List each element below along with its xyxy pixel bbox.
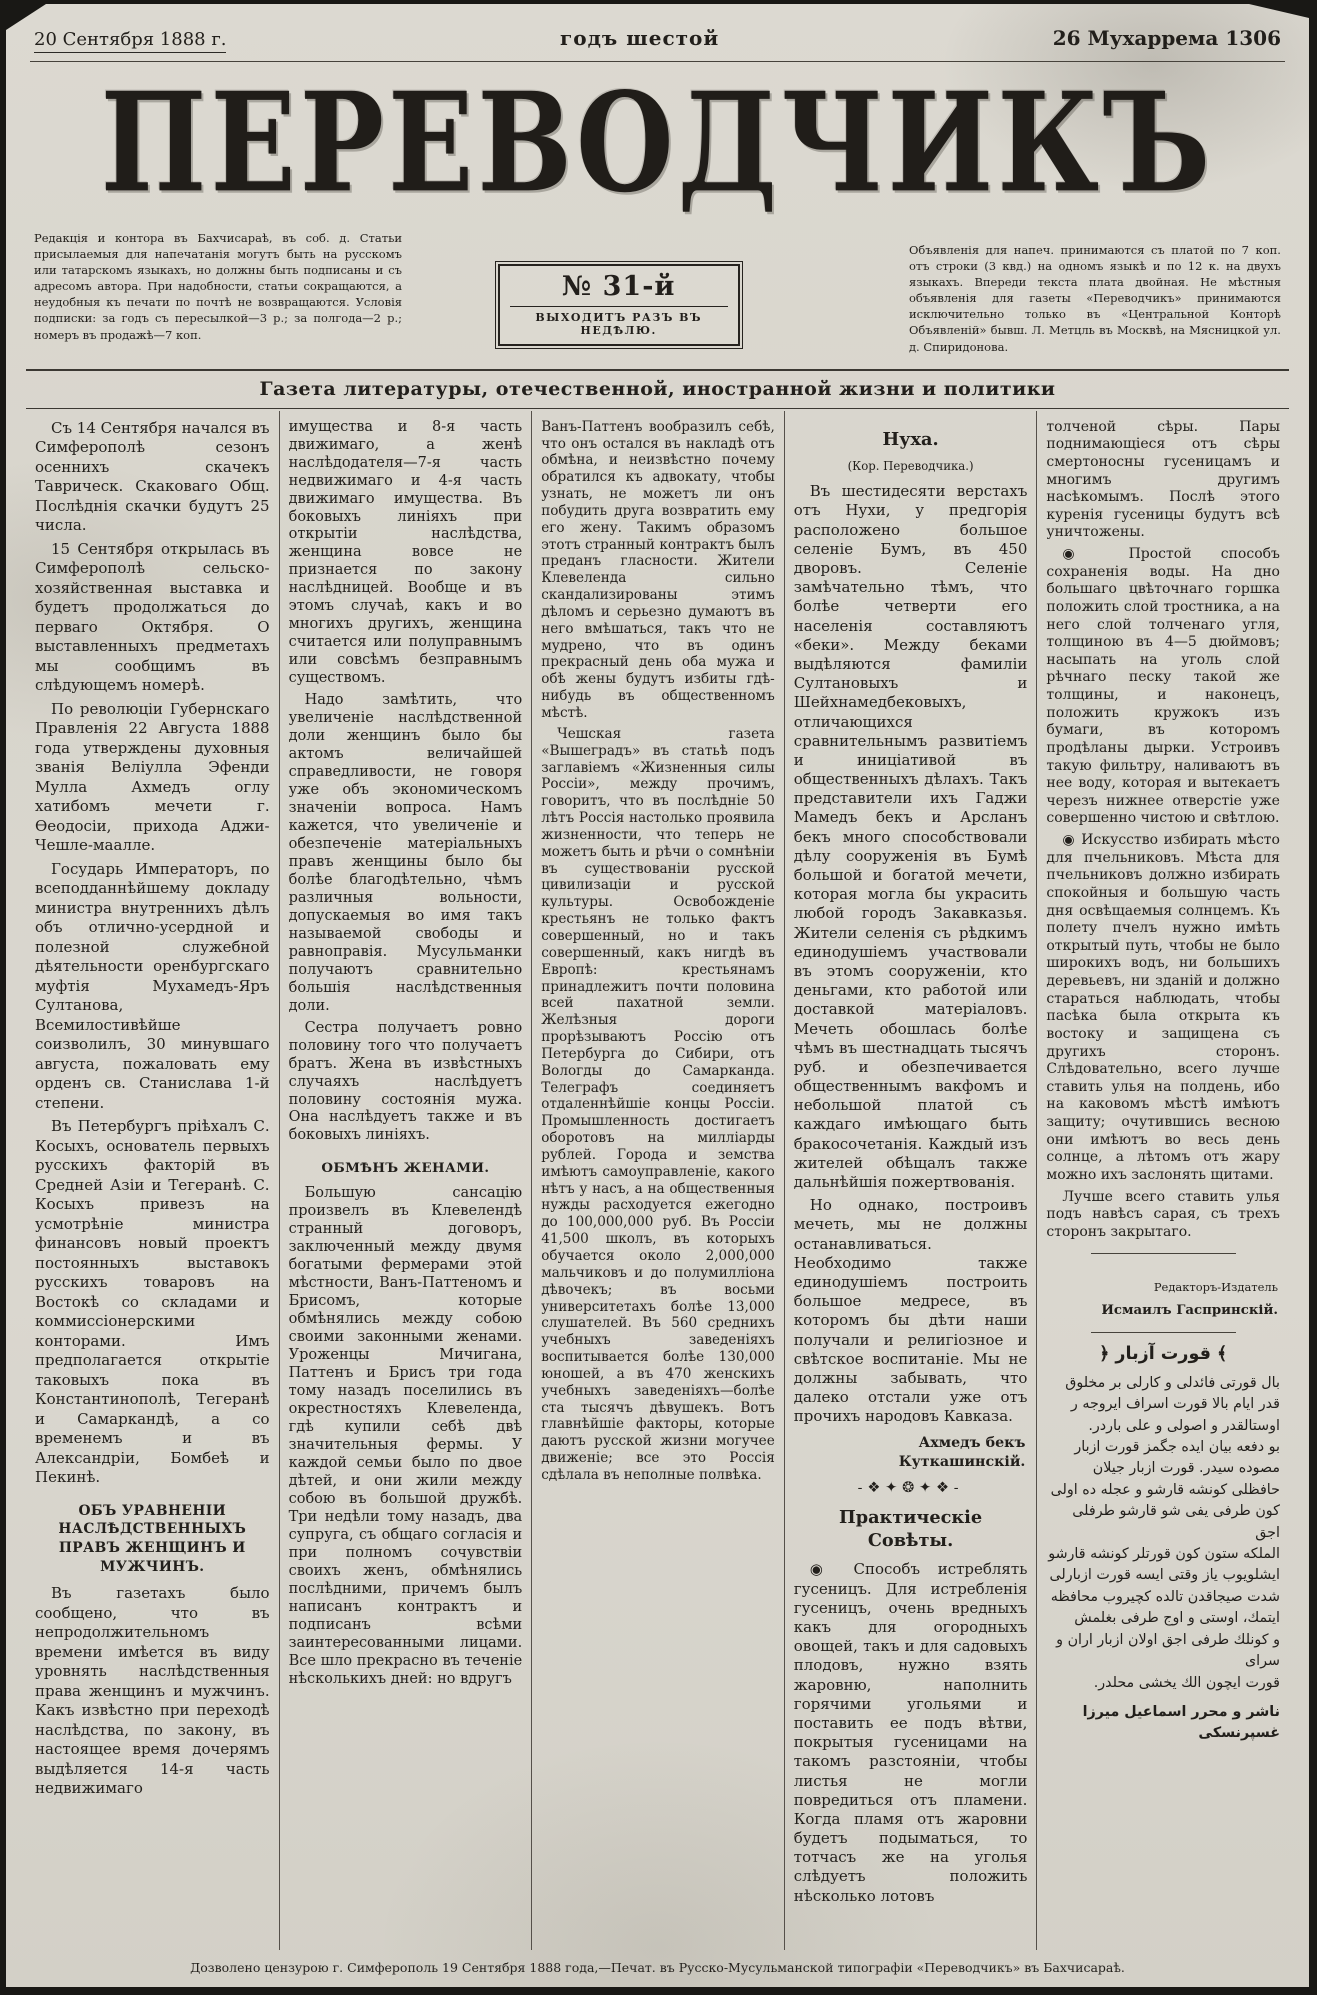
header-rule (30, 61, 1285, 62)
signature-label: Редакторъ-Издатель (1153, 1280, 1278, 1295)
arabic-line: اوستالقدر و اصولى و على باردر. (1088, 1417, 1280, 1434)
column-3 (531, 411, 784, 1950)
paragraph-continuation: имущества и 8-я часть движимаго, а женѣ наслѣдодателя—7-я часть недвижимаго и 4-я часть движимаго имущества. Въ боковыхъ линіяхъ при открытіи наслѣдства, женщина вовсе не признается по закону наслѣдницей. Вообще и въ этомъ случаѣ, какъ и во многихъ другихъ, женщина считается или полуправнымъ или совсѣмъ безправнымъ существомъ. (288, 418, 523, 687)
arabic-line: مصوده سيدر. قورت ازبار جيلان (1092, 1460, 1280, 1477)
paragraph: 15 Сентября открылась въ Симферополѣ сельско-хозяйственная выставка и будетъ продолжаться до перваго Октября. О выставленныхъ предметахъ мы сообщимъ въ слѣдующемъ номерѣ. (35, 539, 270, 695)
signature: Исмаилъ Гаспринскій. (1101, 1302, 1278, 1318)
masthead-info-row (26, 230, 1289, 355)
paragraph: Государь Императоръ, по всеподданнѣйшему докладу министра внутреннихъ дѣлъ объ отлично-усердной и полезной служебной дѣятельности оренбургскаго муфтія Мухамедъ-Яръ Султанова, Всемилостивѣйше соизволилъ, 30 минувшаго августа, пожаловать ему орденъ св. Станислава 1-й степени. (35, 859, 270, 1112)
issue-frequency: ВЫХОДИТЪ РАЗЪ ВЪ НЕДѢЛЮ. (535, 311, 702, 337)
issue-number: № 31-й (510, 271, 728, 307)
gregorian-date: 20 Сентября 1888 г. (34, 29, 226, 53)
issue-number-box (498, 264, 740, 346)
dateline-row (26, 22, 1289, 55)
arabic-line: شدت صيجاقدن تالده كچيروب محافظه (1050, 1588, 1280, 1605)
paragraph: Съ 14 Сентября начался въ Симферополѣ сезонъ осеннихъ скачекъ Таврическ. Скаковаго Общ. Послѣднія скачки будутъ 25 числа. (35, 418, 270, 535)
arabic-line: قدر ايام بالا قورت اسراف ايروجه ر (1070, 1396, 1280, 1413)
newspaper-title: ПЕРЕВОДЧИКЪ (100, 63, 1215, 224)
scan-corner-top-right (1249, 4, 1309, 18)
column-1 (26, 411, 279, 1950)
newspaper-subtitle: Газета литературы, отечественной, иностранной жизни и политики (26, 369, 1289, 409)
column-4 (784, 411, 1037, 1950)
article-heading: ОБМѢНЪ ЖЕНАМИ. (321, 1160, 490, 1177)
newspaper-page (6, 4, 1309, 1987)
paragraph: ◉ Простой способъ сохраненія воды. На дно большаго цвѣточнаго горшка положить слой тростника, а на него слой толченаго угля, толщиною въ 4—5 дюймовъ; насыпать на уголь слой рѣчнаго песку такой же толщины, и наконецъ, положить кружокъ изъ бумаги, въ которомъ продѣланы дырки. Устроивъ такую фильтру, наливаютъ въ нее воду, которая и вытекаетъ черезъ нижнее отверстіе уже совершенно чистою и свѣтлою. (1046, 546, 1280, 827)
hijri-date: 26 Мухаррема 1306 (1052, 26, 1281, 50)
arabic-line: الملكه ستون كون قورتلر كونشه قارشو (1048, 1546, 1280, 1563)
horizontal-rule (1091, 1253, 1236, 1254)
censorship-imprint: Дозволено цензурою г. Симферополь 19 Сентября 1888 года,—Печат. въ Русско-Мусульманской типографіи «Переводчикъ» въ Бахчисараѣ. (190, 1960, 1125, 1975)
editorial-office-notice: Редакція и контора въ Бахчисараѣ, въ соб. д. Статьи присылаемыя для напечатанія могутъ быть на русскомъ или татарскомъ языкахъ, но должны быть подписаны и съ адресомъ автора. При надобности, статьи сокращаются, а неудобныя къ печати по почтѣ не возвращаются. Условія подписки: за годъ съ пересылкой—3 р.; за полгода—2 р.; номеръ въ продажѣ—7 коп. (34, 231, 402, 342)
arabic-line: قورت ايچون الك يخشى محلدر. (1093, 1674, 1280, 1691)
ornament-divider: -❖✦❂✦❖- (857, 1479, 964, 1496)
paragraph: Лучше всего ставить улья подъ навѣсъ сарая, съ трехъ сторонъ закрытаго. (1046, 1188, 1280, 1240)
paragraph-continuation: Ванъ-Паттенъ вообразилъ себѣ, что онъ остался въ накладѣ отъ обмѣна, и неизвѣстно почему обратился къ адвокату, чтобы узнать, не можетъ ли онъ побудить друга возвратить ему его жену. Такимъ образомъ этотъ странный контрактъ былъ преданъ гласности. Жители Клевеленда сильно скандализированы этимъ дѣломъ и серьезно думаютъ въ него вмѣшаться, такъ что не мудрено, что въ одинъ прекрасный день оба мужа и обѣ жены будутъ избиты гдѣ-нибудь въ общественномъ мѣстѣ. (541, 418, 775, 721)
paragraph: Сестра получаетъ ровно половину того что получаетъ братъ. Жена въ извѣстныхъ случаяхъ наслѣдуетъ половину состоянія мужа. Она наслѣдуетъ также и въ боковыхъ линіяхъ. (288, 1019, 523, 1144)
arabic-line: حافظلى كونشه قارشو و عجله ده اولى (1050, 1481, 1280, 1498)
arabic-line: كون طرفى يفى شو قارشو طرفلى اجق (1072, 1503, 1280, 1541)
publication-year-label: годъ шестой (560, 26, 720, 50)
arabic-signature: ناشر و محرر اسماعيل ميرزا غسپرنسكى (1082, 1704, 1280, 1742)
paragraph: Въ газетахъ было сообщено, что въ непродолжительномъ времени имѣется въ виду уровнять наслѣдственныя права женщинъ и мужчинъ. Какъ извѣстно при переходѣ наслѣдства, по закону, въ настоящее время дочерямъ выдѣляется 14-я часть недвижимаго (35, 1584, 270, 1798)
arabic-section-title: ﴾ قورت آزبار ﴿ (1099, 1343, 1228, 1364)
section-title: Практическіе Совѣты. (839, 1507, 983, 1551)
paragraph: Чешская газета «Вышеградъ» въ статьѣ подъ заглавіемъ «Жизненныя силы Россіи», между прочимъ, говоритъ, что въ послѣдніе 50 лѣтъ Россія настолько проявила жизненности, что теперь не можетъ быть и рѣчи о сомнѣніи въ существованіи русской цивилизаціи и русской культуры. Освобожденіе крестьянъ не только фактъ совершенный, но и такъ совершенный, какъ нигдѣ въ Европѣ: крестьянамъ принадлежитъ почти половина всей пахатной земли. Желѣзныя дороги прорѣзываютъ Россію отъ Петербурга до Сибири, отъ Вологды до Самарканда. Телеграфъ соединяетъ отдаленнѣйшіе концы Россіи. Промышленность достигаетъ оборотовъ на милліарды рублей. Города и земства имѣютъ самоуправленіе, какого нѣтъ у насъ, а на общественныя нужды расходуется ежегодно до 100,000,000 руб. Въ Россіи 41,500 школъ, въ которыхъ обучается около 2,000,000 мальчиковъ и до полумилліона дѣвочекъ; въ восьми университетахъ болѣе 13,000 слушателей. Въ 560 среднихъ учебныхъ заведеніяхъ воспитывается болѣе 130,000 юношей, а въ 470 женскихъ учебныхъ заведеніяхъ—болѣе ста тысячъ дѣвушекъ. Вотъ главнѣйшіе факторы, которые даютъ русской жизни могучее движеніе; все это Россія сдѣлала въ неполные полвѣка. (541, 725, 775, 1483)
paragraph: По революціи Губернскаго Правленія 22 Августа 1888 года утверждены духовныя званія Веліулла Эфенди Мулла Ахмедъ оглу хатибомъ мечети г. Ѳеодосіи, прихода Аджи-Чешле-маалле. (35, 699, 270, 855)
signature: Ахмедъ бекъ Куткашинскій. (898, 1435, 1026, 1470)
paragraph-continuation: толченой сѣры. Пары поднимающіеся отъ сѣры смертоносны гусеницамъ и многимъ другимъ насѣкомымъ. Послѣ этого куренія гусеницы будутъ всѣ уничтожены. (1046, 418, 1280, 541)
section-title: Нуха. (882, 428, 939, 450)
scan-corner-top-left (6, 4, 46, 30)
byline: (Кор. Переводчика.) (847, 459, 974, 474)
paragraph: Въ Петербургъ пріѣхалъ С. Косыхъ, основатель первыхъ русскихъ факторій въ Средней Азіи и Тегеранѣ. С. Косыхъ привезъ на усмотрѣніе министра финансовъ новый проектъ постоянныхъ выставокъ русскихъ товаровъ на Востокѣ со складами и коммиссіонерскими конторами. Имъ предполагается открытіе таковыхъ пока въ Константинополѣ, Тегеранѣ и Самаркандѣ, а со временемъ и въ Александріи, Бомбеѣ и Пекинѣ. (35, 1117, 270, 1487)
article-columns (26, 411, 1289, 1950)
paragraph: Большую сансацію произвелъ въ Клевелендѣ странный договоръ, заключенный между двумя богатыми фермерами этой мѣстности, Ванъ-Паттеномъ и Брисомъ, которые обмѣнялись между собою своими законными женами. Уроженцы Мичигана, Паттенъ и Брисъ три года тому назадъ поселились въ окрестностяхъ Клевеленда, гдѣ купили себѣ двѣ значительныя фермы. У каждой семьи было по двое дѣтей, и они жили между собою въ большой дружбѣ. Три недѣли тому назадъ, два супруга, съ общаго согласія и при полномъ сочувствіи своихъ женъ, обмѣнялись послѣдними, причемъ былъ написанъ контрактъ и подписанъ всѣми заинтересованными лицами. Все шло прекрасно въ теченіе нѣсколькихъ дней: но вдругъ (288, 1185, 523, 1687)
paragraph: Въ шестидесяти верстахъ отъ Нухи, у предгорія расположено большое селеніе Бумъ, въ 450 дворовъ. Селеніе замѣчательно тѣмъ, что болѣе четверти его населенія составляютъ «беки». Между беками выдѣляются фамиліи Султановыхъ и Шейхнамедбековыхъ, отличающихся сравнительнымъ развитіемъ и иниціативой въ общественныхъ дѣлахъ. Такъ представители ихъ Гаджи Мамедъ бекъ и Арсланъ бекъ много способствовали дѣлу сооруженія въ Бумѣ большой и богатой мечети, которая могла бы украсить любой городъ Закавказья. Жители селенія съ рѣдкимъ единодушіемъ участвовали въ этомъ сооруженіи, кто деньгами, кто работой или доставкой матеріаловъ. Мечеть обошлась болѣе чѣмъ въ шестнадцать тысячъ руб. и обезпечивается общественнымъ вакфомъ и небольшой платой съ каждаго имѣющаго быть бракосочетанія. Каждый изъ жителей обѣщалъ также дальнѣйшія пожертвованія. (793, 482, 1028, 1192)
paragraph: Надо замѣтить, что увеличеніе наслѣдственной доли женщинъ было бы актомъ величайшей справедливости, не говоря уже объ экономическомъ значеніи вопроса. Намъ кажется, что увеличеніе и обезпеченіе матеріальныхъ правъ женщины было бы болѣе благодѣтельно, чѣмъ различныя вольности, допускаемыя во имя такъ называемой свободы и равноправія. Мусульманки получаютъ сравнительно большія наслѣдственныя доли. (288, 692, 523, 1014)
paragraph: Но однако, построивъ мечеть, мы не должны останавливаться. Необходимо также единодушіемъ построить большое медресе, въ которомъ бы дѣти наши получали и религіозное и свѣтское воспитаніе. Мы не должны забывать, что далеко отстали уже отъ прочихъ народовъ Кавказа. (793, 1196, 1028, 1426)
arabic-line: بال قورتى فائدلى و كارلى بر مخلوق (1065, 1374, 1280, 1391)
arabic-line: بو دفعه بيان ايده جگمز قورت ازبار (1074, 1438, 1280, 1455)
arabic-line: و كونلك طرفى اجق اولان ازبار اران و سراى (1056, 1631, 1280, 1670)
paragraph: ◉ Способъ истреблять гусеницъ. Для истребленія гусеницъ, очень вредныхъ какъ для огородныхъ овощей, такъ и для садовыхъ плодовъ, нужно взять жаровню, наполнить горячими угольями и поставить ее подъ вѣтви, покрытыя гусеницами на такомъ разстояніи, чтобы листья не могли повредиться отъ пламени. Когда пламя отъ жаровни будетъ подыматься, то тотчасъ же на уголья слѣдуетъ положить нѣсколько лотовъ (793, 1560, 1028, 1905)
advertising-notice: Объявленія для напеч. принимаются съ платой по 7 коп. отъ строки (3 квд.) на одномъ языкѣ и по 12 к. на двухъ языкахъ. Впереди текста плата двойная. Не мѣстныя объявленія для газеты «Переводчикъ» принимаются исключительно только въ «Центральной Конторѣ Объявленій» бывш. Л. Метцль въ Москвѣ, на Мясницкой ул. д. Спиридонова. (908, 243, 1281, 354)
article-heading: ОБЪ УРАВНЕНІИ НАСЛѢДСТВЕННЫХЪ ПРАВЪ ЖЕНЩИНЪ И МУЖЧИНЪ. (58, 1502, 247, 1575)
arabic-line: ايتمك، اوستى و اوج طرفى بغلمش (1074, 1610, 1280, 1627)
column-2 (279, 411, 532, 1950)
horizontal-rule (1091, 1332, 1236, 1333)
column-5 (1036, 411, 1289, 1950)
arabic-line: ايشلويوب ياز وقتى ايسه قورت ازبارلى (1049, 1567, 1280, 1584)
paragraph: ◉ Искусство избирать мѣсто для пчельниковъ. Мѣста для пчельниковъ должно избирать спокойныя и большую часть дня освѣщаемыя солнцемъ. Къ полету пчелъ нужно имѣть открытый путь, чтобы не было широкихъ водъ, ни большихъ деревьевъ, ни зданій и должно стараться наблюдать, чтобы пасѣка была открыта къ востоку и защищена съ другихъ сторонъ. Слѣдовательно, всего лучше ставить улья на полдень, ибо на каковомъ мѣстѣ имѣютъ защиту; очутившись весною они имѣютъ во весь день солнце, а лѣтомъ отъ жару можно ихъ заслонять щитами. (1046, 832, 1280, 1183)
